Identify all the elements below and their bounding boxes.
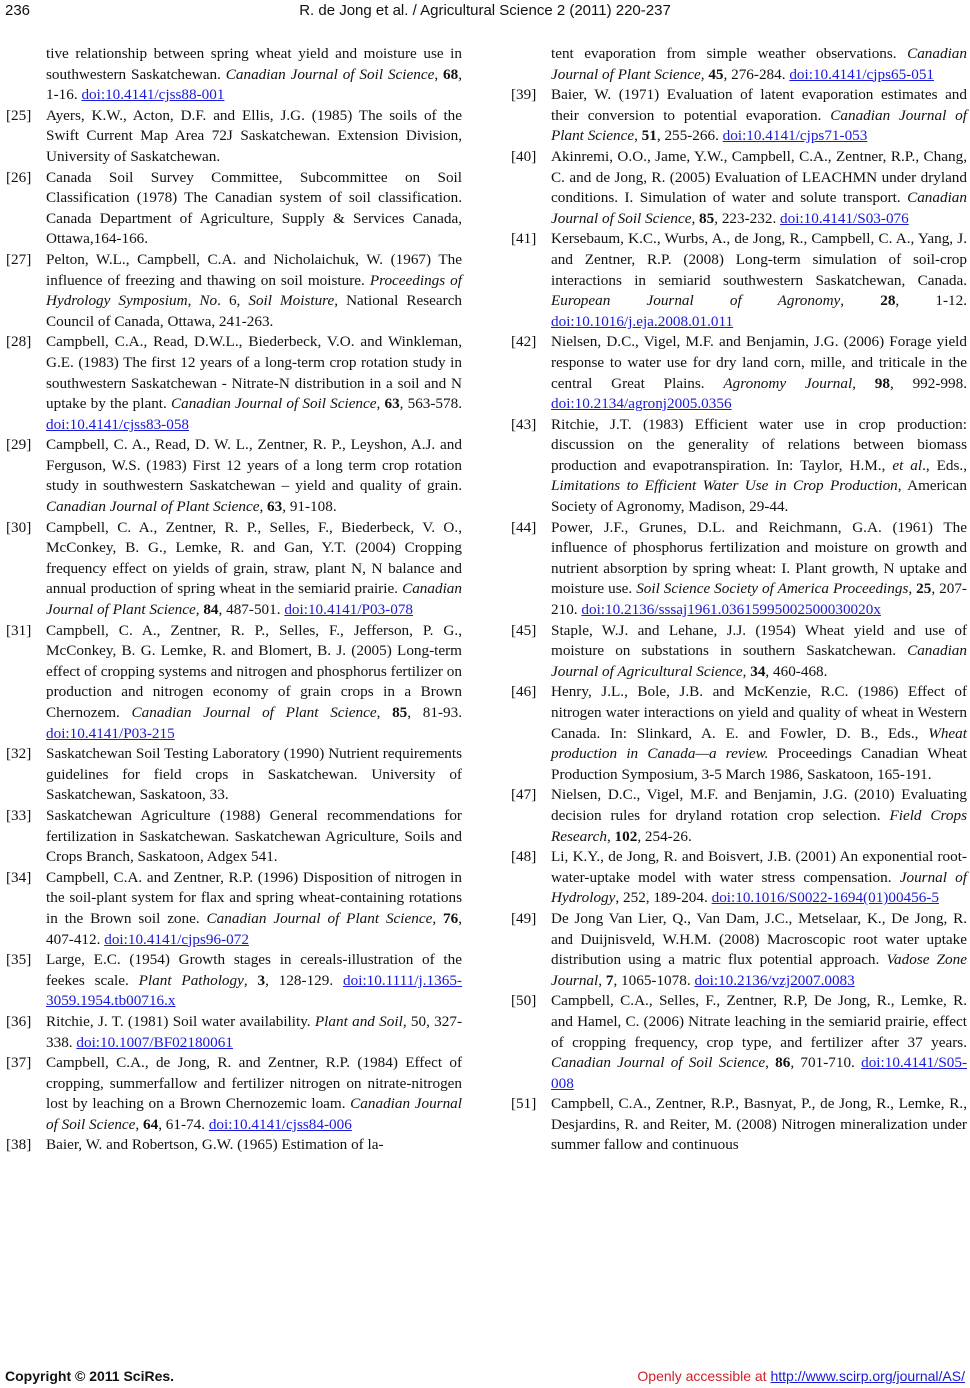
reference-entry: [6, 1053, 462, 1135]
reference-entry: [6, 950, 462, 1012]
reference-fragment: De Jong Van Lier, Q., Van Dam, J.C., Metselaar, K., De Jong, R. and Duijnisveld, W.H.M. (2008) Macroscopic root water uptake distribution using a matric flux potential approach.: [551, 909, 967, 969]
reference-fragment: ,: [598, 971, 606, 989]
reference-text: [551, 682, 967, 785]
copyright-notice: Copyright © 2011 SciRes.: [5, 1368, 175, 1384]
reference-fragment: Saskatchewan Soil Testing Laboratory (1990) Nutrient requirements guidelines for field crops in Saskatchewan. University of Saskatchewan, Saskatoon, 33.: [46, 745, 462, 804]
reference-fragment: , 50, 327-338.: [46, 1012, 463, 1051]
volume-number: 34: [750, 662, 766, 680]
volume-number: 98: [874, 374, 890, 392]
reference-number: [50]: [511, 992, 537, 1010]
reference-number: [511, 44, 551, 85]
reference-text: [551, 785, 967, 847]
journal-title: Canadian Journal of Agricultural Science: [551, 642, 967, 680]
doi-link[interactable]: doi:10.2136/vzj2007.0083: [694, 971, 855, 989]
doi-link[interactable]: doi:10.4141/P03-215: [46, 724, 175, 742]
reference-fragment: Nielsen, D.C., Vigel, M.F. and Benjamin, J.G. (2006) Forage yield response to water use for dry land corn, mille, and triticale in the central Great Plains.: [551, 333, 967, 392]
doi-link[interactable]: doi:10.1016/S0022-1694(01)00456-5: [711, 889, 939, 907]
reference-text: [46, 621, 462, 745]
reference-entry: [6, 168, 462, 250]
reference-fragment: , 128-129.: [265, 971, 344, 989]
reference-number: [36]: [6, 1012, 32, 1030]
reference-entry: [511, 147, 967, 229]
journal-title: Vadose Zone Journal: [551, 951, 967, 989]
reference-fragment: ,: [742, 662, 751, 680]
reference-number: [31]: [6, 621, 32, 639]
reference-text: [551, 909, 967, 991]
reference-text: [551, 621, 967, 683]
volume-number: 63: [267, 498, 283, 516]
reference-fragment: Campbell, C.A., de Jong, R. and Zentner, R.P. (1984) Effect of cropping, summerfallow and fertilizer nitrogen on nitrate-nitrogen lost by leaching on a Brown Chernozemic loam.: [46, 1054, 462, 1113]
journal-title: Agronomy Journal: [723, 374, 853, 392]
volume-number: 3: [257, 971, 266, 989]
reference-fragment: . 6,: [217, 292, 249, 310]
reference-fragment: tive relationship between spring wheat yield and moisture use in southwestern Saskatchewan.: [46, 45, 462, 83]
reference-fragment: ., Eds.,: [922, 456, 967, 474]
reference-entry: [511, 332, 967, 414]
journal-title: Field Crops Research: [551, 806, 967, 845]
reference-number: [42]: [511, 333, 537, 351]
reference-text: [46, 744, 462, 806]
reference-text: [551, 518, 967, 621]
reference-fragment: , 1065-1078.: [613, 971, 695, 989]
reference-number: [25]: [6, 106, 32, 124]
reference-fragment: Canada Soil Survey Committee, Subcommittee on Soil Classification (1978) The Canadian system of soil classification. Canada Department of Agriculture, Supply & Services Canada, Ottawa,164-166.: [46, 168, 462, 248]
reference-fragment: Campbell, C.A., Zentner, R.P., Basnyat, P., de Jong, R., Lemke, R., Desjardins, R. and Reiter, M. (2008) Nitrogen mineralization under summer fallow and continuous: [551, 1095, 967, 1154]
reference-text: [46, 1053, 462, 1135]
reference-entry: [6, 1135, 462, 1156]
volume-number: 7: [605, 971, 614, 989]
journal-title: Journal of Hydrology: [551, 868, 967, 907]
reference-text: [46, 518, 462, 621]
reference-text: [46, 1135, 462, 1156]
journal-title: Wheat production in Canada—a review.: [551, 724, 967, 763]
volume-number: 25: [916, 580, 932, 598]
reference-fragment: Pelton, W.L., Campbell, C.A. and Nicholaichuk, W. (1967) The influence of freezing and thawing on soil moisture.: [46, 250, 462, 289]
reference-entry: [511, 85, 967, 147]
reference-number: [47]: [511, 786, 537, 804]
reference-number: [43]: [511, 415, 537, 433]
reference-text: [551, 1094, 967, 1156]
journal-title: Canadian Journal of Plant Science: [551, 106, 967, 145]
reference-text: [46, 44, 462, 106]
reference-entry: [511, 847, 967, 909]
doi-link[interactable]: doi:10.1007/BF02180061: [76, 1033, 233, 1051]
reference-number: [28]: [6, 333, 32, 351]
reference-entry: [6, 435, 462, 517]
reference-entry: [511, 1094, 967, 1156]
references-left-column: [6, 44, 462, 1156]
doi-link[interactable]: doi:10.4141/P03-078: [284, 601, 414, 619]
reference-number: [38]: [6, 1136, 32, 1154]
reference-fragment: , 407-412.: [46, 909, 463, 948]
volume-number: 76: [443, 909, 459, 927]
reference-fragment: , 207-210.: [551, 580, 967, 619]
doi-link[interactable]: doi:10.4141/cjss88-001: [81, 86, 225, 104]
reference-fragment: Campbell, C. A., Zentner, R. P., Selles, F., Jefferson, P. G., McConkey, B. G. Lemke, R. and Blomert, B. J. (2005) Long-term effect of cropping systems and nitrogen and phosphorus fertilizer on production and nitrogen economy of grain crops in a Brown Chernozem.: [46, 621, 462, 721]
reference-fragment: ,: [432, 909, 444, 927]
reference-fragment: Henry, J.L., Bole, J.B. and McKenzie, R.C. (1986) Effect of nitrogen water interactions on yield and quality of wheat in Western Canada. In: Slinkard, A. E. and Fowler, D. B., Eds.,: [551, 683, 967, 742]
reference-number: [49]: [511, 909, 537, 927]
reference-entry: [6, 250, 462, 332]
reference-number: [45]: [511, 621, 537, 639]
reference-fragment: , 701-710.: [790, 1054, 862, 1072]
reference-fragment: , National Research Council of Canada, Ottawa, 241-263.: [46, 292, 463, 330]
reference-number: [51]: [511, 1095, 537, 1113]
reference-text: [46, 168, 462, 250]
doi-link[interactable]: doi:10.1016/j.eja.2008.01.011: [551, 312, 734, 330]
reference-entry: [511, 415, 967, 518]
reference-entry: [511, 229, 967, 332]
reference-fragment: , 460-468.: [765, 662, 828, 680]
reference-fragment: Baier, W. and Robertson, G.W. (1965) Estimation of la-: [46, 1136, 384, 1154]
reference-fragment: , 252, 189-204.: [615, 889, 712, 907]
reference-number: [27]: [6, 250, 32, 268]
journal-title: Limitations to Efficient Water Use in Crop Production: [551, 477, 898, 495]
reference-fragment: Large, E.C. (1954) Growth stages in cereals-illustration of the feekes scale.: [46, 951, 462, 989]
reference-number: [33]: [6, 806, 32, 824]
reference-number: [40]: [511, 147, 537, 165]
reference-fragment: Campbell, C. A., Read, D. W. L., Zentner, R. P., Leyshon, A.J. and Ferguson, W.S. (1983) First 12 years of a long term crop rotation study in southwestern Saskatchewan – yield and quality of grain.: [46, 436, 462, 495]
journal-title: Proceedings of Hydrology Symposium: [46, 271, 462, 310]
reference-fragment: ,: [634, 127, 642, 145]
reference-number: [29]: [6, 436, 32, 454]
reference-fragment: , 61-74.: [158, 1115, 209, 1133]
reference-fragment: , 255-266.: [656, 127, 723, 145]
reference-number: [48]: [511, 848, 537, 866]
reference-entry: [6, 106, 462, 168]
reference-fragment: , 81-93.: [407, 704, 462, 721]
reference-text: [46, 106, 462, 168]
open-access-notice: [637, 1368, 965, 1384]
reference-fragment: , 1-16.: [46, 65, 463, 104]
reference-text: [551, 229, 967, 332]
reference-number: [34]: [6, 868, 32, 886]
volume-number: 84: [203, 601, 219, 619]
reference-entry: [511, 909, 967, 991]
journal-title: Canadian Journal of Plant Science: [551, 45, 967, 83]
reference-fragment: ,: [187, 292, 200, 310]
reference-entry: [6, 1012, 462, 1053]
journal-title: Canadian Journal of Soil Science: [225, 65, 435, 83]
reference-fragment: , 1-12.: [895, 292, 968, 310]
journal-title: Plant and Soil: [314, 1012, 403, 1030]
reference-fragment: Power, J.F., Grunes, D.L. and Reichmann, G.A. (1961) The influence of phosphorus fertilization and moisture on growth and nutrient absorption by spring wheat: I. Plant growth, N uptake and moisture use.: [551, 518, 967, 598]
reference-fragment: Ayers, K.W., Acton, D.F. and Ellis, J.G. (1985) The soils of the Swift Current Map Area 72J Saskatchewan. Extension Division, University of Saskatchewan.: [46, 106, 462, 165]
reference-number: [46]: [511, 683, 537, 701]
journal-title: Canadian Journal of Plant Science: [46, 580, 462, 619]
reference-number: [39]: [511, 86, 537, 104]
reference-fragment: , 223-232.: [714, 209, 781, 227]
journal-title: Canadian Journal of Soil Science: [170, 395, 377, 413]
journal-title: Canadian Journal of Plant Science: [46, 498, 260, 516]
reference-fragment: ,: [908, 580, 917, 598]
reference-number: [32]: [6, 745, 32, 763]
reference-text: [46, 332, 462, 435]
reference-fragment: , American Society of Agronomy, Madison, 29-44.: [551, 477, 967, 516]
reference-number: [30]: [6, 518, 32, 536]
reference-fragment: ,: [135, 1115, 143, 1133]
doi-link[interactable]: doi:10.4141/cjss83-058: [46, 415, 190, 433]
reference-entry: [6, 332, 462, 435]
reference-number: [6, 44, 46, 106]
reference-text: [551, 415, 967, 518]
journal-title: Soil Moisture: [248, 292, 335, 310]
journal-title: Canadian Journal of Soil Science: [551, 1054, 766, 1072]
reference-text: [46, 806, 462, 868]
volume-number: 102: [614, 827, 638, 845]
reference-entry: [6, 744, 462, 806]
volume-number: 85: [392, 704, 408, 721]
reference-text: [46, 435, 462, 517]
reference-fragment: Akinremi, O.O., Jame, Y.W., Campbell, C.A., Zentner, R.P., Chang, C. and de Jong, R. (2005) Evaluation of LEACHMN under dryland conditions. I. Simulation of water and solute transport.: [551, 147, 967, 207]
reference-fragment: , 992-998.: [889, 374, 967, 392]
doi-link[interactable]: doi:10.4141/cjps96-072: [104, 930, 249, 948]
reference-fragment: Baier, W. (1971) Evaluation of latent evaporation estimates and their conversion to potential evaporation.: [551, 86, 967, 124]
reference-fragment: Saskatchewan Agriculture (1988) General recommendations for fertilization in Saskatchewan. Saskatchewan Agriculture, Soils and Crops Branch, Saskatoon, Adgex 541.: [46, 806, 462, 866]
reference-fragment: ,: [852, 374, 875, 392]
reference-fragment: , 254-26.: [637, 827, 692, 845]
journal-title: European Journal of Agronomy: [551, 292, 841, 310]
volume-number: 63: [384, 395, 400, 413]
reference-fragment: , 563-578.: [399, 395, 463, 413]
reference-entry: [511, 621, 967, 683]
reference-text: [46, 1012, 462, 1053]
running-head: R. de Jong et al. / Agricultural Science 2 (2011) 220-237: [299, 2, 671, 19]
volume-number: 64: [143, 1115, 159, 1133]
journal-title: Canadian Journal of Plant Science: [206, 909, 433, 927]
reference-text: [551, 147, 967, 229]
reference-text: [551, 85, 967, 147]
reference-fragment: Campbell, C.A., Read, D.W.L., Biederbeck, V.O. and Winkleman, G.E. (1983) The first 12 years of a long-term crop rotation study in southwestern Saskatchewan - Nitrate-N distribution in a soil and N uptake by the plant.: [46, 333, 462, 413]
reference-number: [41]: [511, 230, 537, 248]
volume-number: 28: [880, 292, 896, 310]
volume-number: 45: [708, 65, 724, 83]
doi-link[interactable]: doi:10.2136/sssaj1961.03615995002500030020x: [581, 601, 881, 619]
reference-text: [551, 991, 967, 1094]
doi-link[interactable]: doi:10.1111/j.1365-3059.1954.tb00716.x: [46, 971, 462, 1010]
doi-link[interactable]: doi:10.4141/cjss84-006: [208, 1115, 352, 1133]
reference-fragment: , 276-284.: [723, 65, 790, 83]
reference-fragment: ,: [840, 292, 881, 310]
reference-fragment: ,: [434, 65, 444, 83]
reference-fragment: Kersebaum, K.C., Wurbs, A., de Jong, R., Campbell, C. A., Yang, J. and Zentner, R.P. (2008) Long-term simulation of soil-crop interactions in semiarid southwestern Saskatchewan, Canada.: [551, 230, 967, 289]
reference-entry: [6, 621, 462, 745]
journal-title: Plant Pathology: [138, 971, 244, 989]
reference-entry: [6, 44, 462, 106]
journal-title: No: [199, 292, 218, 310]
reference-entry: [6, 806, 462, 868]
reference-number: [26]: [6, 168, 32, 186]
page-header: [0, 2, 970, 24]
reference-fragment: Ritchie, J.T. (1983) Efficient water use in crop production: discussion on the generality of relations between biomass production and evapotranspiration. In: Taylor, H.M.,: [551, 415, 967, 474]
reference-fragment: ,: [195, 601, 204, 619]
reference-text: [551, 847, 967, 909]
reference-entry: [511, 44, 967, 85]
doi-link[interactable]: doi:10.4141/S03-076: [780, 209, 909, 227]
reference-fragment: Nielsen, D.C., Vigel, M.F. and Benjamin, J.G. (2010) Evaluating decision rules for dryland rotation crop selection.: [551, 786, 967, 824]
doi-link[interactable]: doi:10.2134/agronj2005.0356: [551, 395, 732, 413]
reference-fragment: , 487-501.: [218, 601, 285, 619]
reference-fragment: , 91-108.: [282, 498, 337, 516]
journal-title: Canadian Journal of Plant Science: [131, 704, 377, 721]
volume-number: 85: [699, 209, 715, 227]
reference-fragment: Ritchie, J. T. (1981) Soil water availability.: [46, 1012, 315, 1030]
journal-title: et al: [892, 456, 923, 474]
reference-fragment: Campbell, C.A., Selles, F., Zentner, R.P, De Jong, R., Lemke, R. and Hamel, C. (2006) Nitrate leaching in the semiarid prairie, effect of cropping frequency, crop type, and fertilizer after 37 years.: [551, 992, 967, 1051]
reference-fragment: Campbell, C. A., Zentner, R. P., Selles, F., Biederbeck, V. O., McConkey, B. G., Lemke, R. and Gan, Y.T. (2004) Cropping frequency effect on yields of grain, straw, plant N, N balance and annual production of spring wheat in the semiarid prairie.: [46, 518, 462, 598]
doi-link[interactable]: doi:10.4141/cjps71-053: [722, 127, 868, 145]
reference-fragment: ,: [700, 65, 709, 83]
volume-number: 68: [443, 65, 459, 83]
reference-entry: [6, 868, 462, 950]
reference-number: [35]: [6, 951, 32, 969]
doi-link[interactable]: doi:10.4141/S05-008: [551, 1054, 968, 1092]
reference-entry: [511, 682, 967, 785]
reference-fragment: ,: [765, 1054, 776, 1072]
reference-fragment: tent evaporation from simple weather observations.: [551, 45, 908, 62]
reference-entry: [511, 991, 967, 1094]
page-number: 236: [5, 2, 31, 19]
open-access-label: Openly accessible at: [637, 1368, 771, 1384]
reference-fragment: ,: [606, 827, 615, 845]
volume-number: 51: [641, 127, 657, 145]
journal-url-link[interactable]: http://www.scirp.org/journal/AS/: [770, 1368, 965, 1384]
reference-fragment: Proceedings Canadian Wheat Production Symposium, 3-5 March 1986, Saskatoon, 165-191.: [551, 745, 967, 783]
reference-entry: [511, 518, 967, 621]
reference-fragment: ,: [243, 971, 258, 989]
journal-title: Canadian Journal of Soil Science: [551, 189, 967, 227]
reference-text: [46, 950, 462, 1012]
reference-number: [37]: [6, 1054, 32, 1072]
doi-link[interactable]: doi:10.4141/cjps65-051: [789, 65, 935, 83]
reference-fragment: ,: [376, 395, 385, 413]
reference-entry: [6, 518, 462, 621]
reference-fragment: ,: [376, 704, 393, 721]
reference-number: [44]: [511, 518, 537, 536]
reference-text: [551, 44, 967, 85]
page-footer: [0, 1368, 970, 1388]
reference-text: [46, 868, 462, 950]
reference-fragment: Staple, W.J. and Lehane, J.J. (1954) Wheat yield and use of moisture on substations in southern Saskatchewan.: [551, 621, 967, 660]
reference-text: [551, 332, 967, 414]
journal-title: Soil Science Society of America Proceedings: [636, 580, 909, 598]
journal-title: Canadian Journal of Soil Science: [46, 1095, 462, 1133]
reference-text: [46, 250, 462, 332]
reference-fragment: Campbell, C.A. and Zentner, R.P. (1996) Disposition of nitrogen in the soil-plant system for flax and spring wheat-containing rotations in the Brown soil zone.: [46, 868, 462, 927]
volume-number: 86: [775, 1054, 791, 1072]
reference-fragment: Li, K.Y., de Jong, R. and Boisvert, J.B. (2001) An exponential root-water-uptake model with water stress compensation.: [551, 848, 967, 886]
references-right-column: [511, 44, 967, 1156]
reference-entry: [511, 785, 967, 847]
reference-fragment: ,: [259, 498, 268, 516]
reference-fragment: ,: [691, 209, 700, 227]
